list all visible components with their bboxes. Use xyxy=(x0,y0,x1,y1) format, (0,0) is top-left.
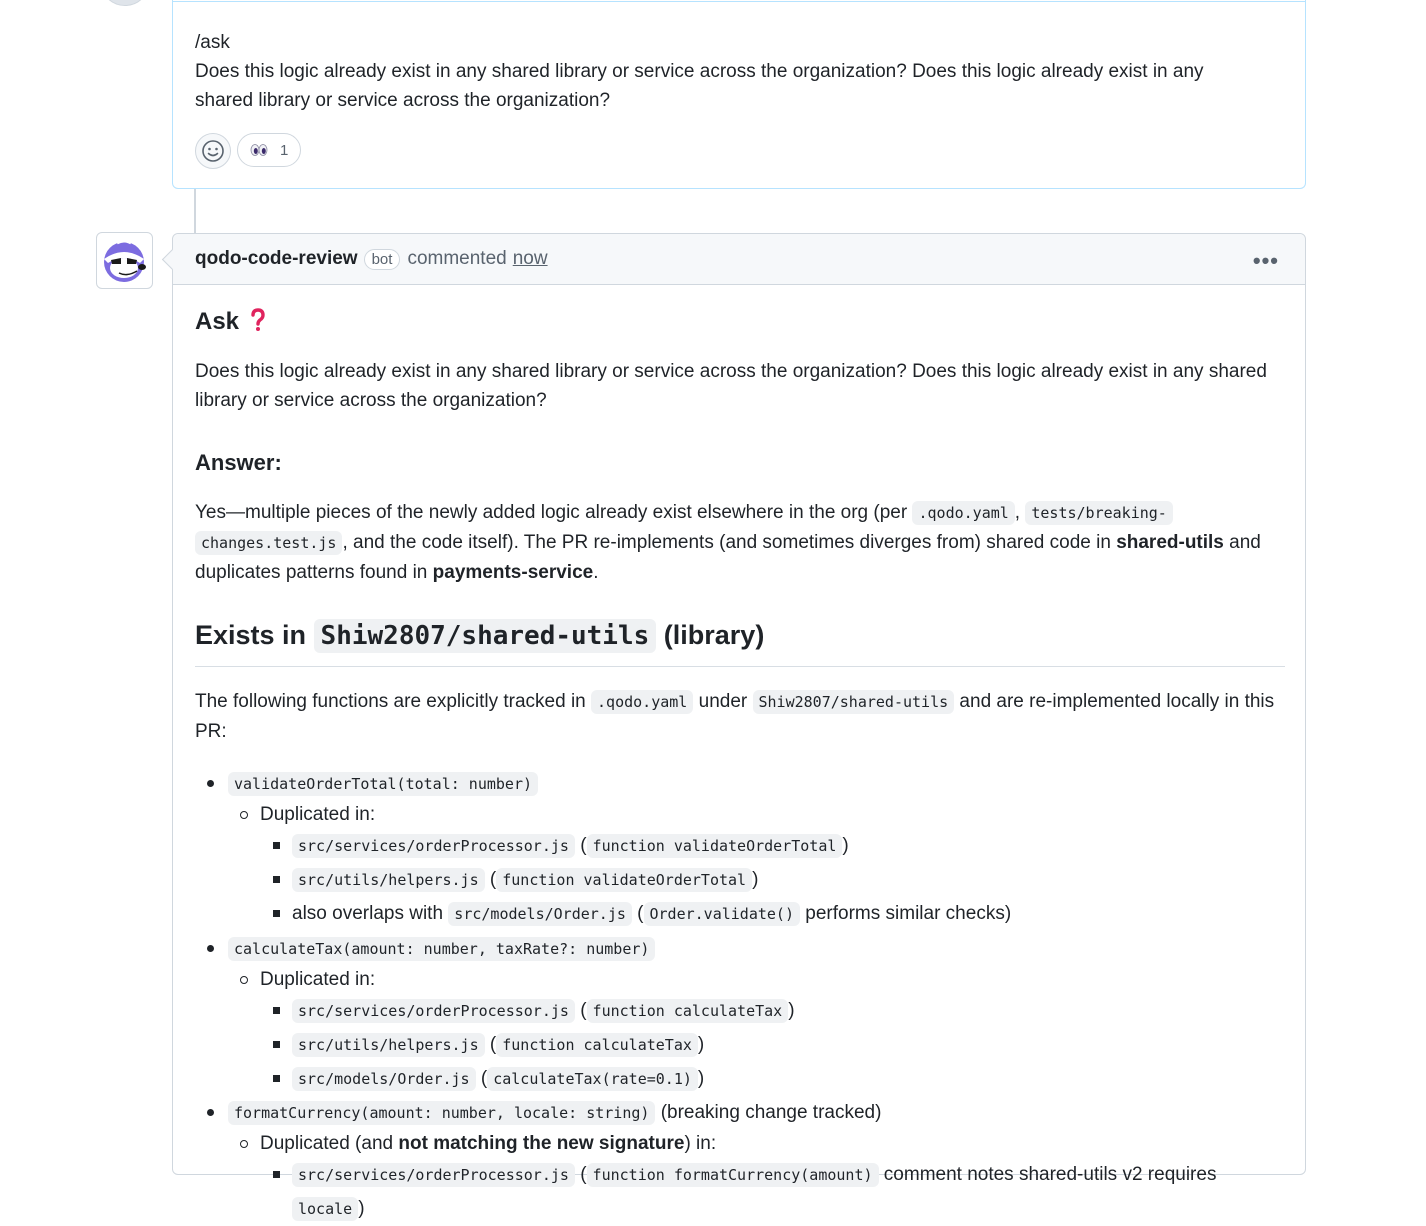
paren: ) xyxy=(697,1034,705,1055)
list-item xyxy=(195,1158,1285,1226)
file-path: src/models/Order.js xyxy=(448,902,632,926)
list-item xyxy=(195,801,1285,829)
code-detail: locale xyxy=(292,1197,358,1221)
paren: ( xyxy=(484,1034,497,1055)
comment-header xyxy=(173,234,1305,285)
paren: ( xyxy=(475,1068,488,1089)
answer-bold: payments-service xyxy=(432,562,594,583)
eyes-icon xyxy=(250,143,268,157)
function-signature: formatCurrency(amount: number, locale: string) xyxy=(228,1101,655,1125)
code-detail: function calculateTax xyxy=(587,999,789,1023)
list-item xyxy=(195,932,1285,966)
list-item xyxy=(195,1096,1285,1130)
eyes-reaction-button[interactable] xyxy=(237,133,301,167)
comment-author-link[interactable]: qodo-code-review xyxy=(195,248,358,269)
comment-options-icon[interactable]: ••• xyxy=(1252,248,1279,273)
file-path: src/services/orderProcessor.js xyxy=(292,834,575,858)
file-path: src/services/orderProcessor.js xyxy=(292,1163,575,1187)
ask-command: /ask xyxy=(195,32,230,53)
answer-text: . xyxy=(593,562,599,583)
file-path: src/models/Order.js xyxy=(292,1067,476,1091)
answer-bold: shared-utils xyxy=(1116,532,1224,553)
ask-heading xyxy=(195,306,1285,338)
comment-body xyxy=(195,284,1285,1226)
paren: ( xyxy=(574,835,587,856)
overlap-text: also overlaps with xyxy=(292,903,449,924)
ask-question: Does this logic already exist in any shared library or service across the organization? Does this logic already exist in any shared library or service across the organization? xyxy=(195,61,1204,111)
bot-avatar[interactable] xyxy=(96,232,153,289)
paren: ) xyxy=(752,869,759,890)
add-reaction-button[interactable] xyxy=(195,133,231,169)
exists-heading-code: Shiw2807/shared-utils xyxy=(314,619,657,653)
answer-heading: Answer: xyxy=(195,450,282,475)
sub-heading: Duplicated in: xyxy=(260,969,376,990)
file-path: src/utils/helpers.js xyxy=(292,868,485,892)
inline-code: .qodo.yaml xyxy=(591,690,693,714)
overlap-text: performs similar checks) xyxy=(800,903,1012,924)
ask-comment-body xyxy=(195,28,1265,115)
function-signature: validateOrderTotal(total: number) xyxy=(228,772,538,796)
file-path: src/services/orderProcessor.js xyxy=(292,999,575,1023)
list-item xyxy=(195,994,1285,1028)
code-detail: Order.validate() xyxy=(644,902,801,926)
paren: ( xyxy=(574,1164,587,1185)
exists-heading-text: Exists in xyxy=(195,620,314,650)
card-header-border xyxy=(173,1,1305,2)
file-path: src/utils/helpers.js xyxy=(292,1033,485,1057)
breaking-note: (breaking change tracked) xyxy=(655,1102,882,1123)
code-detail: function formatCurrency(amount) xyxy=(587,1163,879,1187)
list-item xyxy=(195,1130,1285,1158)
sub-heading: Duplicated (and xyxy=(260,1133,399,1154)
code-detail: function calculateTax xyxy=(496,1033,698,1057)
code-detail: function validateOrderTotal xyxy=(587,834,843,858)
comment-note: comment notes shared-utils v2 requires xyxy=(878,1164,1217,1185)
comment-action-text: commented xyxy=(407,248,507,269)
intro-text: The following functions are explicitly tracked in xyxy=(195,691,592,712)
answer-text: and duplicates patterns found in xyxy=(195,532,1261,583)
code-detail: calculateTax(rate=0.1) xyxy=(487,1067,698,1091)
paren: ) xyxy=(842,835,849,856)
list-item xyxy=(195,966,1285,994)
paren: ( xyxy=(484,869,497,890)
answer-text: Yes—multiple pieces of the newly added logic already exist elsewhere in the org (per xyxy=(195,502,913,523)
paren: ( xyxy=(631,903,644,924)
function-signature: calculateTax(amount: number, taxRate?: number) xyxy=(228,937,655,961)
ask-comment-card xyxy=(172,0,1306,189)
question-mark-icon xyxy=(249,308,267,332)
inline-code: .qodo.yaml xyxy=(912,501,1014,525)
list-item xyxy=(195,829,1285,863)
exists-intro xyxy=(195,687,1285,746)
smiley-icon xyxy=(201,139,225,163)
list-item xyxy=(195,897,1285,931)
bot-question-text: Does this logic already exist in any shared library or service across the organization? Does this logic already exist in any shared library or service across the organization? xyxy=(195,361,1267,411)
paren: ) xyxy=(788,1000,795,1021)
exists-heading xyxy=(195,615,1285,667)
paren: ) xyxy=(697,1068,705,1089)
sub-heading: ) in: xyxy=(684,1133,717,1154)
sub-heading-bold: not matching the new signature xyxy=(398,1133,685,1154)
answer-text: , and the code itself). The PR re-implements (and sometimes diverges from) shared code in xyxy=(342,532,1117,553)
inline-code: Shiw2807/shared-utils xyxy=(753,690,955,714)
bot-badge: bot xyxy=(364,249,401,270)
function-list xyxy=(195,767,1285,1226)
code-detail: function validateOrderTotal xyxy=(496,868,752,892)
list-item xyxy=(195,1062,1285,1096)
answer-paragraph xyxy=(195,498,1285,587)
ask-heading-text: Ask xyxy=(195,308,240,335)
intro-text: under xyxy=(693,691,753,712)
list-item xyxy=(195,863,1285,897)
reactions-bar xyxy=(195,133,301,169)
sub-heading: Duplicated in: xyxy=(260,804,376,825)
bot-comment-card xyxy=(172,233,1306,1219)
badger-logo-icon xyxy=(97,233,152,288)
paren: ) xyxy=(358,1198,365,1219)
list-item xyxy=(195,767,1285,801)
comment-timestamp-link[interactable]: now xyxy=(512,248,548,269)
reaction-count: 1 xyxy=(280,141,289,159)
inline-code: changes.test.js xyxy=(195,531,342,555)
list-item xyxy=(195,1028,1285,1062)
exists-heading-text: (library) xyxy=(656,620,765,650)
commenter-avatar[interactable] xyxy=(100,0,150,6)
inline-code: tests/breaking- xyxy=(1025,501,1172,525)
intro-text: and are re-implemented locally in this PR: xyxy=(195,691,1275,742)
paren: ( xyxy=(574,1000,587,1021)
answer-text: , xyxy=(1014,502,1026,523)
timeline-connector xyxy=(194,189,196,233)
